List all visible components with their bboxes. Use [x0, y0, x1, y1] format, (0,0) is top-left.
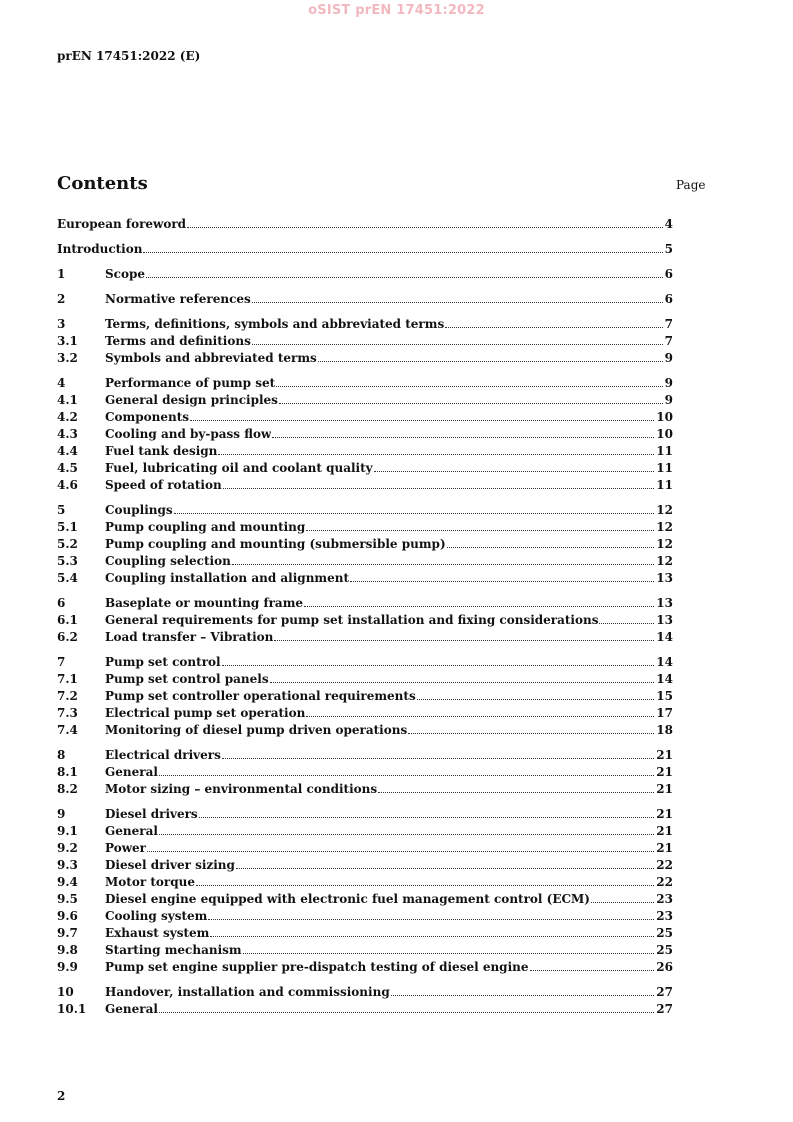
toc-entry-title: General — [105, 765, 158, 779]
toc-entry[interactable] — [57, 806, 673, 823]
toc-entry-number: 10 — [57, 985, 74, 999]
toc-entry-page: 14 — [656, 655, 673, 669]
toc-entry[interactable] — [57, 747, 673, 764]
dot-leader — [378, 792, 654, 793]
dot-leader — [159, 1012, 654, 1013]
dot-leader — [350, 581, 654, 582]
toc-entry-page: 15 — [656, 689, 673, 703]
toc-entry-title: Couplings — [105, 503, 173, 517]
toc-entry-page: 6 — [664, 267, 673, 281]
toc-entry-title: Terms and definitions — [105, 334, 251, 348]
toc-entry-title: General — [105, 1002, 158, 1016]
toc-entry-number: 6.2 — [57, 630, 78, 644]
toc-entry-number: 5 — [57, 503, 66, 517]
toc-entry[interactable] — [57, 942, 673, 959]
dot-leader — [417, 699, 655, 700]
toc-entry-number: 8.1 — [57, 765, 78, 779]
toc-entry-number: 4.6 — [57, 478, 78, 492]
toc-entry-number: 9.9 — [57, 960, 78, 974]
toc-entry-number: 9 — [57, 807, 66, 821]
toc-entry-title: Components — [105, 410, 190, 424]
toc-entry-number: 3 — [57, 317, 66, 331]
toc-entry-page: 11 — [656, 461, 673, 475]
dot-leader — [199, 817, 655, 818]
dot-leader — [223, 488, 655, 489]
toc-entry-number: 1 — [57, 267, 66, 281]
toc-entry-title: Symbols and abbreviated terms — [105, 351, 317, 365]
dot-leader — [143, 252, 662, 253]
toc-entry-number: 8 — [57, 748, 66, 762]
toc-entry-title: Diesel drivers — [105, 807, 198, 821]
toc-entry[interactable] — [57, 553, 673, 570]
dot-leader — [591, 902, 654, 903]
toc-entry-number: 5.3 — [57, 554, 78, 568]
toc-entry-title: General requirements for pump set installation and fixing considerations — [105, 613, 599, 627]
toc-entry[interactable] — [57, 409, 673, 426]
toc-entry-title: Normative references — [105, 292, 251, 306]
toc-entry-number: 10.1 — [57, 1002, 87, 1016]
toc-entry[interactable] — [57, 460, 673, 477]
toc-entry-page: 27 — [656, 985, 673, 999]
toc-entry[interactable] — [57, 316, 673, 333]
toc-entry-number: 3.1 — [57, 334, 78, 348]
toc-entry-title: Fuel, lubricating oil and coolant quality — [105, 461, 373, 475]
toc-entry-title: Pump set control — [105, 655, 221, 669]
toc-entry-title: Load transfer – Vibration — [105, 630, 274, 644]
dot-leader — [208, 919, 654, 920]
toc-entry[interactable] — [57, 891, 673, 908]
dot-leader — [279, 403, 663, 404]
toc-entry-title: Starting mechanism — [105, 943, 242, 957]
toc-entry-title: Baseplate or mounting frame — [105, 596, 304, 610]
toc-entry[interactable] — [57, 333, 673, 350]
dot-leader — [276, 386, 663, 387]
toc-entry[interactable] — [57, 266, 673, 283]
dot-leader — [190, 420, 654, 421]
dot-leader — [252, 344, 663, 345]
toc-entry-title: Coupling installation and alignment — [105, 571, 350, 585]
toc-entry-number: 4.3 — [57, 427, 78, 441]
toc-entry-page: 18 — [656, 723, 673, 737]
toc-entry-number: 4 — [57, 376, 66, 390]
toc-entry-title: Electrical pump set operation — [105, 706, 306, 720]
dot-leader — [408, 733, 654, 734]
toc-entry-page: 7 — [664, 334, 673, 348]
toc-entry-title: Scope — [105, 267, 146, 281]
dot-leader — [374, 471, 655, 472]
dot-leader — [304, 606, 654, 607]
toc-entry-title: Pump coupling and mounting (submersible pump) — [105, 537, 446, 551]
toc-entry-page: 14 — [656, 672, 673, 686]
toc-entry-number: 7.3 — [57, 706, 78, 720]
toc-entry-number: 5.1 — [57, 520, 78, 534]
toc-entry[interactable] — [57, 570, 673, 587]
toc-entry-number: 6.1 — [57, 613, 78, 627]
toc-entry-title: Pump set control panels — [105, 672, 269, 686]
dot-leader — [306, 530, 654, 531]
toc-entry-title: Speed of rotation — [105, 478, 222, 492]
toc-entry[interactable] — [57, 502, 673, 519]
dot-leader — [447, 547, 655, 548]
toc-entry[interactable] — [57, 350, 673, 367]
toc-entry-title: Cooling system — [105, 909, 208, 923]
toc-entry[interactable] — [57, 781, 673, 798]
toc-entry-page: 12 — [656, 537, 673, 551]
dot-leader — [270, 682, 655, 683]
dot-leader — [187, 227, 663, 228]
toc-entry[interactable] — [57, 840, 673, 857]
toc-entry-number: 9.3 — [57, 858, 78, 872]
toc-entry[interactable] — [57, 629, 673, 646]
toc-entry-title: European foreword — [57, 217, 187, 231]
toc-entry-title: Cooling and by-pass flow — [105, 427, 272, 441]
toc-entry-page: 25 — [656, 926, 673, 940]
dot-leader — [159, 775, 654, 776]
toc-entry-page: 6 — [664, 292, 673, 306]
toc-entry[interactable] — [57, 392, 673, 409]
toc-entry-page: 25 — [656, 943, 673, 957]
toc-entry-page: 23 — [656, 909, 673, 923]
toc-entry[interactable] — [57, 764, 673, 781]
toc-entry[interactable] — [57, 477, 673, 494]
page-column-label: Page — [676, 178, 706, 192]
toc-entry-title: Motor sizing – environmental conditions — [105, 782, 378, 796]
toc-entry-page: 23 — [656, 892, 673, 906]
toc-entry-page: 4 — [664, 217, 673, 231]
toc-entry-title: Monitoring of diesel pump driven operations — [105, 723, 408, 737]
toc-entry-number: 7 — [57, 655, 66, 669]
toc-entry[interactable] — [57, 857, 673, 874]
toc-entry-number: 9.4 — [57, 875, 78, 889]
toc-entry[interactable] — [57, 654, 673, 671]
dot-leader — [146, 277, 663, 278]
dot-leader — [210, 936, 654, 937]
toc-entry[interactable] — [57, 959, 673, 976]
toc-entry-title: Pump set engine supplier pre-dispatch testing of diesel engine — [105, 960, 529, 974]
page-number: 2 — [57, 1089, 66, 1103]
toc-entry-title: Diesel driver sizing — [105, 858, 235, 872]
toc-entry[interactable] — [57, 908, 673, 925]
toc-entry[interactable] — [57, 984, 673, 1001]
dot-leader — [318, 361, 663, 362]
toc-entry-page: 5 — [664, 242, 673, 256]
dot-leader — [391, 995, 655, 996]
toc-entry[interactable] — [57, 688, 673, 705]
contents-heading: Contents — [57, 173, 148, 194]
toc-entry-page: 12 — [656, 503, 673, 517]
toc-entry-page: 9 — [664, 376, 673, 390]
toc-entry-page: 13 — [656, 613, 673, 627]
toc-entry-page: 10 — [656, 410, 673, 424]
toc-entry[interactable] — [57, 291, 673, 308]
toc-entry-title: Coupling selection — [105, 554, 231, 568]
watermark: oSIST prEN 17451:2022 — [308, 3, 485, 18]
toc-entry-title: Pump coupling and mounting — [105, 520, 306, 534]
toc-entry-page: 21 — [656, 782, 673, 796]
toc-entry-title: Motor torque — [105, 875, 195, 889]
dot-leader — [445, 327, 662, 328]
toc-entry-number: 9.8 — [57, 943, 78, 957]
toc-entry-title: General — [105, 824, 158, 838]
toc-entry[interactable] — [57, 671, 673, 688]
toc-entry-title: Fuel tank design — [105, 444, 218, 458]
dot-leader — [306, 716, 654, 717]
toc-entry-number: 4.1 — [57, 393, 78, 407]
toc-entry-page: 7 — [664, 317, 673, 331]
toc-entry-title: Exhaust system — [105, 926, 210, 940]
toc-entry[interactable] — [57, 612, 673, 629]
toc-entry-number: 3.2 — [57, 351, 78, 365]
dot-leader — [147, 851, 654, 852]
toc-entry-number: 6 — [57, 596, 66, 610]
toc-entry[interactable] — [57, 443, 673, 460]
toc-entry[interactable] — [57, 595, 673, 612]
toc-entry-page: 21 — [656, 748, 673, 762]
toc-entry[interactable] — [57, 823, 673, 840]
toc-entry-page: 12 — [656, 520, 673, 534]
toc-entry[interactable] — [57, 216, 673, 233]
toc-entry[interactable] — [57, 925, 673, 942]
dot-leader — [218, 454, 654, 455]
toc-entry-number: 4.4 — [57, 444, 78, 458]
dot-leader — [174, 513, 655, 514]
toc-entry[interactable] — [57, 722, 673, 739]
toc-entry-title: Pump set controller operational requirements — [105, 689, 416, 703]
dot-leader — [159, 834, 654, 835]
toc-entry[interactable] — [57, 1001, 673, 1018]
toc-entry-number: 8.2 — [57, 782, 78, 796]
toc-entry-title: Terms, definitions, symbols and abbreviated terms — [105, 317, 445, 331]
toc-entry-page: 10 — [656, 427, 673, 441]
dot-leader — [530, 970, 655, 971]
toc-entry[interactable] — [57, 375, 673, 392]
toc-entry[interactable] — [57, 705, 673, 722]
toc-entry-title: General design principles — [105, 393, 278, 407]
toc-entry-title: Introduction — [57, 242, 143, 256]
toc-entry-number: 5.4 — [57, 571, 78, 585]
toc-entry-page: 22 — [656, 858, 673, 872]
toc-entry-page: 27 — [656, 1002, 673, 1016]
toc-entry-page: 21 — [656, 824, 673, 838]
toc-entry-page: 9 — [664, 351, 673, 365]
dot-leader — [222, 758, 654, 759]
toc-entry-title: Power — [105, 841, 146, 855]
toc-entry-page: 12 — [656, 554, 673, 568]
dot-leader — [243, 953, 655, 954]
toc-entry-page: 21 — [656, 841, 673, 855]
dot-leader — [222, 665, 655, 666]
toc-entry-number: 9.2 — [57, 841, 78, 855]
toc-entry[interactable] — [57, 241, 673, 258]
dot-leader — [599, 623, 654, 624]
toc-entry-number: 9.7 — [57, 926, 78, 940]
toc-entry[interactable] — [57, 874, 673, 891]
table-of-contents — [57, 216, 673, 1018]
toc-entry-number: 7.1 — [57, 672, 78, 686]
toc-entry-title: Electrical drivers — [105, 748, 221, 762]
toc-entry-number: 7.4 — [57, 723, 78, 737]
toc-entry-title: Performance of pump set — [105, 376, 276, 390]
toc-entry-number: 7.2 — [57, 689, 78, 703]
toc-entry-page: 13 — [656, 571, 673, 585]
toc-entry-page: 11 — [656, 478, 673, 492]
toc-entry-number: 9.6 — [57, 909, 78, 923]
toc-entry-number: 2 — [57, 292, 66, 306]
toc-entry-page: 13 — [656, 596, 673, 610]
toc-entry-number: 9.1 — [57, 824, 78, 838]
toc-entry[interactable] — [57, 536, 673, 553]
dot-leader — [272, 437, 654, 438]
dot-leader — [252, 302, 663, 303]
document-identifier: prEN 17451:2022 (E) — [57, 49, 201, 63]
toc-entry-page: 11 — [656, 444, 673, 458]
dot-leader — [232, 564, 654, 565]
toc-entry-page: 14 — [656, 630, 673, 644]
dot-leader — [274, 640, 654, 641]
toc-entry-number: 4.5 — [57, 461, 78, 475]
toc-entry[interactable] — [57, 519, 673, 536]
dot-leader — [236, 868, 654, 869]
toc-entry-page: 26 — [656, 960, 673, 974]
toc-entry[interactable] — [57, 426, 673, 443]
toc-entry-title: Diesel engine equipped with electronic fuel management control (ECM) — [105, 892, 590, 906]
toc-entry-number: 4.2 — [57, 410, 78, 424]
toc-entry-title: Handover, installation and commissioning — [105, 985, 390, 999]
toc-entry-page: 17 — [656, 706, 673, 720]
toc-entry-number: 5.2 — [57, 537, 78, 551]
dot-leader — [196, 885, 654, 886]
toc-entry-page: 9 — [664, 393, 673, 407]
toc-entry-page: 22 — [656, 875, 673, 889]
toc-entry-number: 9.5 — [57, 892, 78, 906]
toc-entry-page: 21 — [656, 765, 673, 779]
toc-entry-page: 21 — [656, 807, 673, 821]
